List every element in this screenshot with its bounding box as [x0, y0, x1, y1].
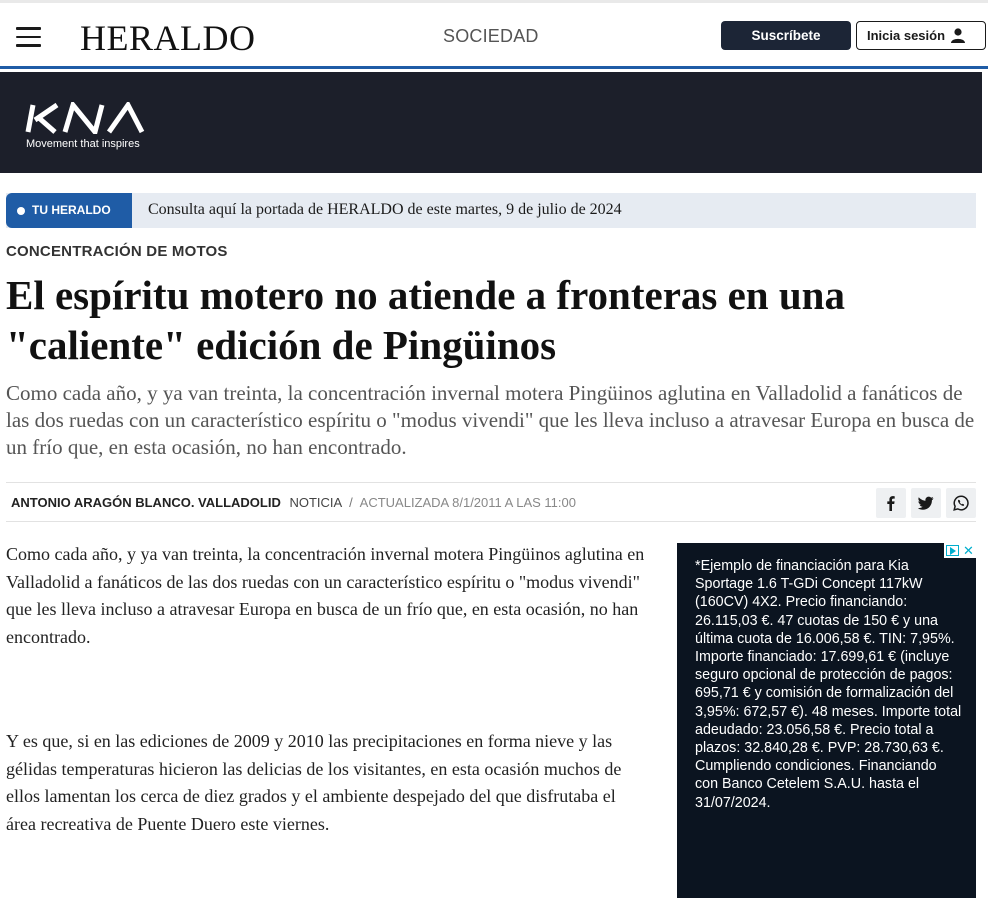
banner-tagline: Movement that inspires	[26, 138, 140, 150]
ad-legal-text: *Ejemplo de financiación para Kia Sportage 1.6 T-GDi Concept 117kW (160CV) 4X2. Precio financiando: 26.115,03 €. 47 cuotas de 150 € y una última cuota de 16.006,58 €. TIN: 7,95%. Importe financiado: 17.699,61 € (incluye seguro opcional de protección de pagos: 695,71 € y comisión de formalización del 3,95%: 672,57 €). 48 meses. Importe total adeudado: 23.056,58 €. Precio total a plazos: 32.840,28 €. PVP: 28.730,63 €. Cumpliendo condiciones. Financiando con Banco Cetelem S.A.U. hasta el 31/07/2024.	[695, 558, 962, 811]
kia-logo-icon	[25, 102, 145, 134]
adchoices-icon[interactable]	[946, 545, 959, 556]
article-subtitle: Como cada año, y ya van treinta, la concentración invernal motera Pingüinos aglutina en Valladolid a fanáticos de las dos ruedas con un característico espíritu o "modus vivendi" que les lleva incluso a atravesar Europa en busca de un frío que, en esta ocasión, no han encontrado.	[6, 381, 975, 459]
article-headline: El espíritu motero no atiende a fronteras en una "caliente" edición de Pingüinos	[6, 272, 845, 368]
article-paragraph: Y es que, si en las ediciones de 2009 y 2010 las precipitaciones en forma nieve y las gélidas temperaturas hicieron las delicias de los visitantes, en esta ocasión muchos de ellos lamentan los cerca de diez grados y el ambiente despejado del que disfrutaba el área recreativa de Puente Duero este viernes.	[6, 731, 622, 834]
close-ad-icon[interactable]: ✕	[963, 543, 974, 558]
byline	[11, 495, 576, 510]
kia-financing-ad[interactable]	[677, 543, 976, 898]
site-logo[interactable]: HERALDO	[80, 18, 256, 58]
article-kicker: CONCENTRACIÓN DE MOTOS	[6, 243, 228, 260]
article-paragraph: Como cada año, y ya van treinta, la concentración invernal motera Pingüinos aglutina en Valladolid a fanáticos de las dos ruedas con un característico espíritu o "modus vivendi" que les lleva incluso a atravesar Europa en busca de un frío que, en esta ocasión, no han encontrado.	[6, 544, 645, 647]
tu-heraldo-badge[interactable]	[6, 193, 132, 228]
twitter-icon	[918, 495, 934, 511]
share-twitter-button[interactable]	[911, 488, 941, 518]
whatsapp-icon	[953, 495, 969, 511]
tu-heraldo-link[interactable]: Consulta aquí la portada de HERALDO de este martes, 9 de julio de 2024	[148, 201, 622, 218]
byline-separator: /	[349, 495, 353, 510]
facebook-icon	[883, 495, 899, 511]
kia-banner-ad[interactable]	[0, 72, 982, 173]
subscribe-button[interactable]: Suscríbete	[721, 21, 851, 50]
adchoices-badge[interactable]	[944, 543, 976, 558]
author-name[interactable]: ANTONIO ARAGÓN BLANCO. VALLADOLID	[11, 495, 281, 510]
share-facebook-button[interactable]	[876, 488, 906, 518]
section-title[interactable]: SOCIEDAD	[443, 26, 539, 46]
article-type: NOTICIA	[289, 495, 342, 510]
dot-icon	[17, 207, 25, 215]
login-label: Inicia sesión	[867, 28, 946, 43]
login-button[interactable]	[856, 21, 986, 50]
user-icon	[951, 28, 965, 43]
tu-heraldo-label: TU HERALDO	[32, 203, 111, 217]
menu-icon[interactable]	[16, 27, 41, 46]
site-header	[0, 3, 988, 69]
updated-date: ACTUALIZADA 8/1/2011 A LAS 11:00	[359, 495, 576, 510]
share-whatsapp-button[interactable]	[946, 488, 976, 518]
tu-heraldo-bar[interactable]	[6, 193, 976, 228]
byline-bar	[6, 482, 976, 522]
